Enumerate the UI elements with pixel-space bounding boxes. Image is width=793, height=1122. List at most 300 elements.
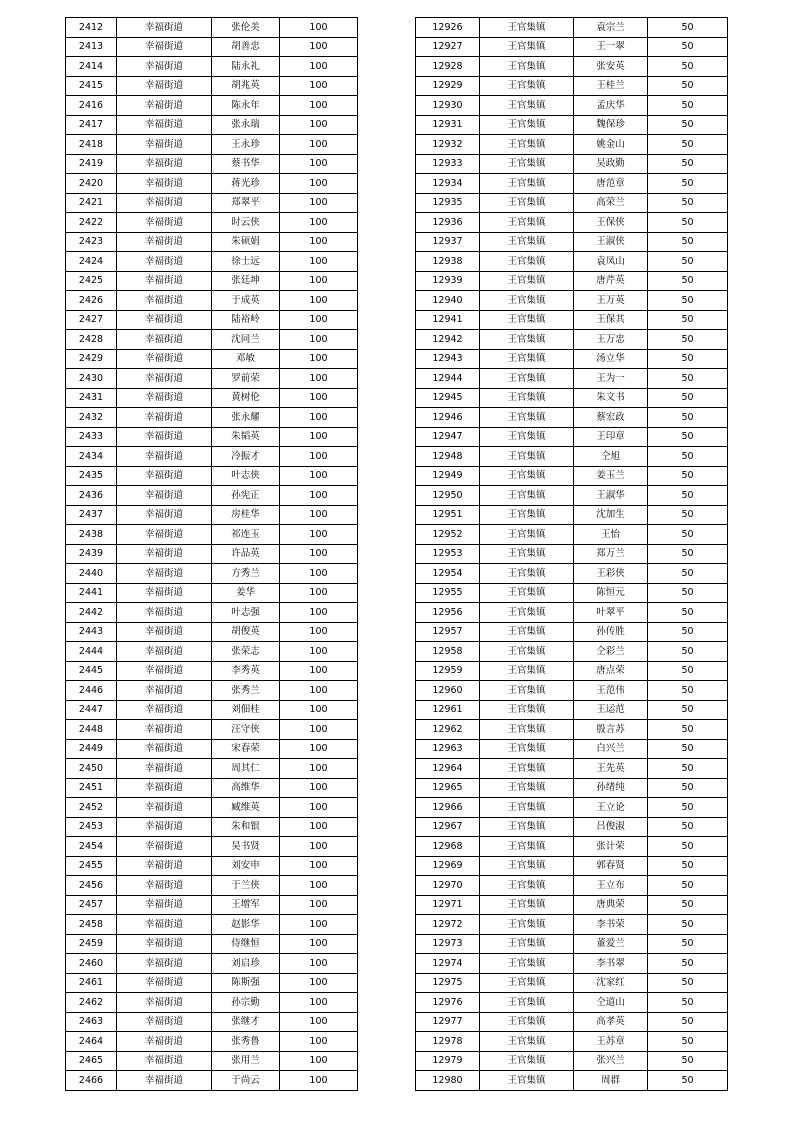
table-row [66,1051,358,1071]
town-cell: 幸福街道 [117,895,212,915]
amount-cell: 100 [280,232,358,252]
table-row [416,934,728,954]
amount-cell: 50 [648,915,728,935]
name-cell: 许品英 [212,544,280,564]
town-cell: 幸福街道 [117,603,212,623]
serial-number-cell: 2446 [66,681,117,701]
name-cell: 孙传胜 [574,622,648,642]
table-row [416,174,728,194]
left-roster-body [66,18,358,1091]
serial-number-cell: 2461 [66,973,117,993]
amount-cell: 50 [648,213,728,233]
name-cell: 黄树伦 [212,388,280,408]
serial-number-cell: 12978 [416,1032,480,1052]
name-cell: 姜华 [212,583,280,603]
amount-cell: 100 [280,408,358,428]
name-cell: 王保侠 [574,213,648,233]
amount-cell: 50 [648,1071,728,1091]
town-cell: 王官集镇 [480,993,574,1013]
table-row [416,427,728,447]
serial-number-cell: 2436 [66,486,117,506]
amount-cell: 100 [280,135,358,155]
town-cell: 幸福街道 [117,934,212,954]
amount-cell: 100 [280,115,358,135]
town-cell: 幸福街道 [117,544,212,564]
town-cell: 王官集镇 [480,603,574,623]
table-row [66,837,358,857]
name-cell: 王万忠 [574,330,648,350]
table-row [416,1071,728,1091]
town-cell: 王官集镇 [480,583,574,603]
serial-number-cell: 2417 [66,115,117,135]
serial-number-cell: 2451 [66,778,117,798]
name-cell: 张继才 [212,1012,280,1032]
serial-number-cell: 2434 [66,447,117,467]
serial-number-cell: 12934 [416,174,480,194]
table-row [416,583,728,603]
table-row [66,778,358,798]
table-row [66,856,358,876]
town-cell: 幸福街道 [117,661,212,681]
serial-number-cell: 12964 [416,759,480,779]
name-cell: 王先英 [574,759,648,779]
town-cell: 王官集镇 [480,720,574,740]
serial-number-cell: 12944 [416,369,480,389]
name-cell: 侍继恒 [212,934,280,954]
name-cell: 王淑华 [574,486,648,506]
town-cell: 王官集镇 [480,856,574,876]
amount-cell: 100 [280,544,358,564]
amount-cell: 50 [648,739,728,759]
serial-number-cell: 2453 [66,817,117,837]
town-cell: 幸福街道 [117,135,212,155]
serial-number-cell: 2442 [66,603,117,623]
table-row [416,759,728,779]
table-row [416,954,728,974]
town-cell: 王官集镇 [480,700,574,720]
name-cell: 汤立华 [574,349,648,369]
serial-number-cell: 12945 [416,388,480,408]
amount-cell: 100 [280,310,358,330]
serial-number-cell: 2460 [66,954,117,974]
name-cell: 张安英 [574,57,648,77]
amount-cell: 50 [648,778,728,798]
amount-cell: 100 [280,154,358,174]
town-cell: 王官集镇 [480,525,574,545]
amount-cell: 100 [280,876,358,896]
town-cell: 幸福街道 [117,1012,212,1032]
serial-number-cell: 2433 [66,427,117,447]
table-row [66,1032,358,1052]
town-cell: 幸福街道 [117,778,212,798]
serial-number-cell: 2458 [66,915,117,935]
amount-cell: 100 [280,291,358,311]
serial-number-cell: 2463 [66,1012,117,1032]
town-cell: 王官集镇 [480,232,574,252]
table-row [66,973,358,993]
table-row [416,193,728,213]
amount-cell: 100 [280,486,358,506]
table-row [416,817,728,837]
town-cell: 幸福街道 [117,213,212,233]
table-row [416,1051,728,1071]
town-cell: 王官集镇 [480,622,574,642]
amount-cell: 50 [648,954,728,974]
serial-number-cell: 2426 [66,291,117,311]
town-cell: 幸福街道 [117,388,212,408]
serial-number-cell: 12929 [416,76,480,96]
name-cell: 陈斯强 [212,973,280,993]
amount-cell: 100 [280,174,358,194]
amount-cell: 100 [280,1032,358,1052]
serial-number-cell: 12976 [416,993,480,1013]
serial-number-cell: 2412 [66,18,117,38]
amount-cell: 50 [648,642,728,662]
serial-number-cell: 2452 [66,798,117,818]
table-row [66,661,358,681]
town-cell: 王官集镇 [480,486,574,506]
amount-cell: 50 [648,993,728,1013]
town-cell: 王官集镇 [480,349,574,369]
name-cell: 蔡书华 [212,154,280,174]
name-cell: 于尚云 [212,1071,280,1091]
amount-cell: 50 [648,252,728,272]
name-cell: 朱韬英 [212,427,280,447]
amount-cell: 100 [280,661,358,681]
town-cell: 幸福街道 [117,700,212,720]
serial-number-cell: 2449 [66,739,117,759]
table-row [416,37,728,57]
name-cell: 朱文书 [574,388,648,408]
serial-number-cell: 12928 [416,57,480,77]
serial-number-cell: 12941 [416,310,480,330]
amount-cell: 50 [648,505,728,525]
name-cell: 方秀兰 [212,564,280,584]
town-cell: 幸福街道 [117,232,212,252]
town-cell: 王官集镇 [480,310,574,330]
amount-cell: 50 [648,349,728,369]
town-cell: 幸福街道 [117,115,212,135]
table-row [66,18,358,38]
town-cell: 幸福街道 [117,310,212,330]
name-cell: 仝旭 [574,447,648,467]
table-row [66,193,358,213]
amount-cell: 100 [280,583,358,603]
table-row [416,213,728,233]
town-cell: 幸福街道 [117,642,212,662]
name-cell: 魏保珍 [574,115,648,135]
right-roster-table [415,17,728,1091]
serial-number-cell: 12927 [416,37,480,57]
serial-number-cell: 12940 [416,291,480,311]
town-cell: 幸福街道 [117,37,212,57]
amount-cell: 50 [648,583,728,603]
serial-number-cell: 2447 [66,700,117,720]
name-cell: 于兰侠 [212,876,280,896]
town-cell: 幸福街道 [117,564,212,584]
name-cell: 郑翠平 [212,193,280,213]
name-cell: 孙宪正 [212,486,280,506]
town-cell: 王官集镇 [480,915,574,935]
amount-cell: 50 [648,291,728,311]
town-cell: 王官集镇 [480,1071,574,1091]
name-cell: 李书翠 [574,954,648,974]
serial-number-cell: 12959 [416,661,480,681]
table-row [66,603,358,623]
name-cell: 郭春贤 [574,856,648,876]
amount-cell: 50 [648,837,728,857]
table-row [66,213,358,233]
amount-cell: 50 [648,895,728,915]
name-cell: 张永瑞 [212,115,280,135]
table-row [66,57,358,77]
name-cell: 王立布 [574,876,648,896]
serial-number-cell: 12936 [416,213,480,233]
serial-number-cell: 2414 [66,57,117,77]
table-row [66,1071,358,1091]
amount-cell: 100 [280,252,358,272]
town-cell: 幸福街道 [117,622,212,642]
serial-number-cell: 2440 [66,564,117,584]
name-cell: 张兴兰 [574,1051,648,1071]
town-cell: 王官集镇 [480,427,574,447]
serial-number-cell: 12972 [416,915,480,935]
table-row [416,544,728,564]
amount-cell: 100 [280,330,358,350]
amount-cell: 100 [280,954,358,974]
name-cell: 白兴兰 [574,739,648,759]
amount-cell: 50 [648,330,728,350]
table-row [416,837,728,857]
town-cell: 王官集镇 [480,739,574,759]
table-row [66,388,358,408]
amount-cell: 50 [648,447,728,467]
serial-number-cell: 12946 [416,408,480,428]
name-cell: 祁连玉 [212,525,280,545]
table-row [66,759,358,779]
name-cell: 时云侠 [212,213,280,233]
name-cell: 袁凤山 [574,252,648,272]
serial-number-cell: 2425 [66,271,117,291]
name-cell: 仝彩兰 [574,642,648,662]
town-cell: 王官集镇 [480,388,574,408]
amount-cell: 50 [648,37,728,57]
name-cell: 王立论 [574,798,648,818]
serial-number-cell: 2427 [66,310,117,330]
town-cell: 王官集镇 [480,252,574,272]
town-cell: 王官集镇 [480,96,574,116]
amount-cell: 100 [280,993,358,1013]
town-cell: 王官集镇 [480,681,574,701]
serial-number-cell: 2438 [66,525,117,545]
name-cell: 胡善忠 [212,37,280,57]
name-cell: 陆裕岭 [212,310,280,330]
amount-cell: 50 [648,193,728,213]
name-cell: 孙宗勤 [212,993,280,1013]
amount-cell: 100 [280,856,358,876]
amount-cell: 100 [280,837,358,857]
table-row [416,564,728,584]
table-row [66,895,358,915]
town-cell: 王官集镇 [480,447,574,467]
name-cell: 董爱兰 [574,934,648,954]
name-cell: 孙绪纯 [574,778,648,798]
name-cell: 唐点荣 [574,661,648,681]
table-row [66,934,358,954]
amount-cell: 100 [280,213,358,233]
table-row [66,96,358,116]
town-cell: 王官集镇 [480,817,574,837]
serial-number-cell: 2416 [66,96,117,116]
name-cell: 吴书贤 [212,837,280,857]
name-cell: 王运范 [574,700,648,720]
amount-cell: 100 [280,1071,358,1091]
serial-number-cell: 12977 [416,1012,480,1032]
table-row [416,291,728,311]
amount-cell: 100 [280,1012,358,1032]
serial-number-cell: 2464 [66,1032,117,1052]
amount-cell: 50 [648,57,728,77]
table-row [66,349,358,369]
serial-number-cell: 2439 [66,544,117,564]
amount-cell: 50 [648,759,728,779]
amount-cell: 100 [280,193,358,213]
name-cell: 李秀英 [212,661,280,681]
serial-number-cell: 12954 [416,564,480,584]
name-cell: 唐典荣 [574,895,648,915]
serial-number-cell: 2448 [66,720,117,740]
name-cell: 周其仁 [212,759,280,779]
amount-cell: 100 [280,505,358,525]
table-row [416,915,728,935]
amount-cell: 100 [280,388,358,408]
table-row [416,876,728,896]
table-row [416,57,728,77]
table-row [416,232,728,252]
serial-number-cell: 2441 [66,583,117,603]
serial-number-cell: 12963 [416,739,480,759]
town-cell: 王官集镇 [480,291,574,311]
name-cell: 朱和银 [212,817,280,837]
amount-cell: 50 [648,817,728,837]
amount-cell: 50 [648,1051,728,1071]
name-cell: 王桂兰 [574,76,648,96]
table-row [416,681,728,701]
amount-cell: 100 [280,369,358,389]
table-row [416,993,728,1013]
serial-number-cell: 12980 [416,1071,480,1091]
table-row [416,408,728,428]
name-cell: 姚金山 [574,135,648,155]
town-cell: 幸福街道 [117,349,212,369]
town-cell: 幸福街道 [117,174,212,194]
town-cell: 幸福街道 [117,876,212,896]
town-cell: 王官集镇 [480,37,574,57]
amount-cell: 100 [280,525,358,545]
serial-number-cell: 12935 [416,193,480,213]
amount-cell: 100 [280,681,358,701]
serial-number-cell: 12965 [416,778,480,798]
name-cell: 张荣志 [212,642,280,662]
amount-cell: 50 [648,310,728,330]
amount-cell: 50 [648,1032,728,1052]
town-cell: 幸福街道 [117,759,212,779]
table-row [416,798,728,818]
serial-number-cell: 2456 [66,876,117,896]
table-row [416,642,728,662]
name-cell: 于成英 [212,291,280,311]
table-row [66,466,358,486]
name-cell: 赵影华 [212,915,280,935]
table-row [416,96,728,116]
amount-cell: 100 [280,700,358,720]
town-cell: 幸福街道 [117,427,212,447]
serial-number-cell: 2428 [66,330,117,350]
town-cell: 王官集镇 [480,330,574,350]
town-cell: 幸福街道 [117,408,212,428]
name-cell: 张秀兰 [212,681,280,701]
serial-number-cell: 2430 [66,369,117,389]
town-cell: 王官集镇 [480,661,574,681]
serial-number-cell: 2457 [66,895,117,915]
table-row [416,1032,728,1052]
serial-number-cell: 12932 [416,135,480,155]
name-cell: 王为一 [574,369,648,389]
serial-number-cell: 12966 [416,798,480,818]
table-row [66,681,358,701]
amount-cell: 50 [648,700,728,720]
town-cell: 幸福街道 [117,739,212,759]
amount-cell: 100 [280,37,358,57]
table-row [416,525,728,545]
table-row [66,427,358,447]
name-cell: 刘佃桂 [212,700,280,720]
table-row [416,1012,728,1032]
serial-number-cell: 2421 [66,193,117,213]
serial-number-cell: 12930 [416,96,480,116]
table-row [416,271,728,291]
name-cell: 房桂华 [212,505,280,525]
serial-number-cell: 12956 [416,603,480,623]
town-cell: 幸福街道 [117,1032,212,1052]
town-cell: 幸福街道 [117,193,212,213]
name-cell: 高孝英 [574,1012,648,1032]
town-cell: 王官集镇 [480,174,574,194]
table-row [416,622,728,642]
amount-cell: 100 [280,778,358,798]
table-row [416,310,728,330]
name-cell: 张廷坤 [212,271,280,291]
table-row [416,603,728,623]
left-roster-table [65,17,358,1091]
town-cell: 幸福街道 [117,330,212,350]
amount-cell: 100 [280,798,358,818]
amount-cell: 50 [648,934,728,954]
town-cell: 王官集镇 [480,564,574,584]
name-cell: 王万英 [574,291,648,311]
name-cell: 李书荣 [574,915,648,935]
amount-cell: 50 [648,154,728,174]
serial-number-cell: 12969 [416,856,480,876]
table-row [66,154,358,174]
table-row [66,700,358,720]
name-cell: 刘启珍 [212,954,280,974]
amount-cell: 50 [648,486,728,506]
town-cell: 王官集镇 [480,778,574,798]
table-row [416,388,728,408]
serial-number-cell: 2462 [66,993,117,1013]
table-row [416,505,728,525]
